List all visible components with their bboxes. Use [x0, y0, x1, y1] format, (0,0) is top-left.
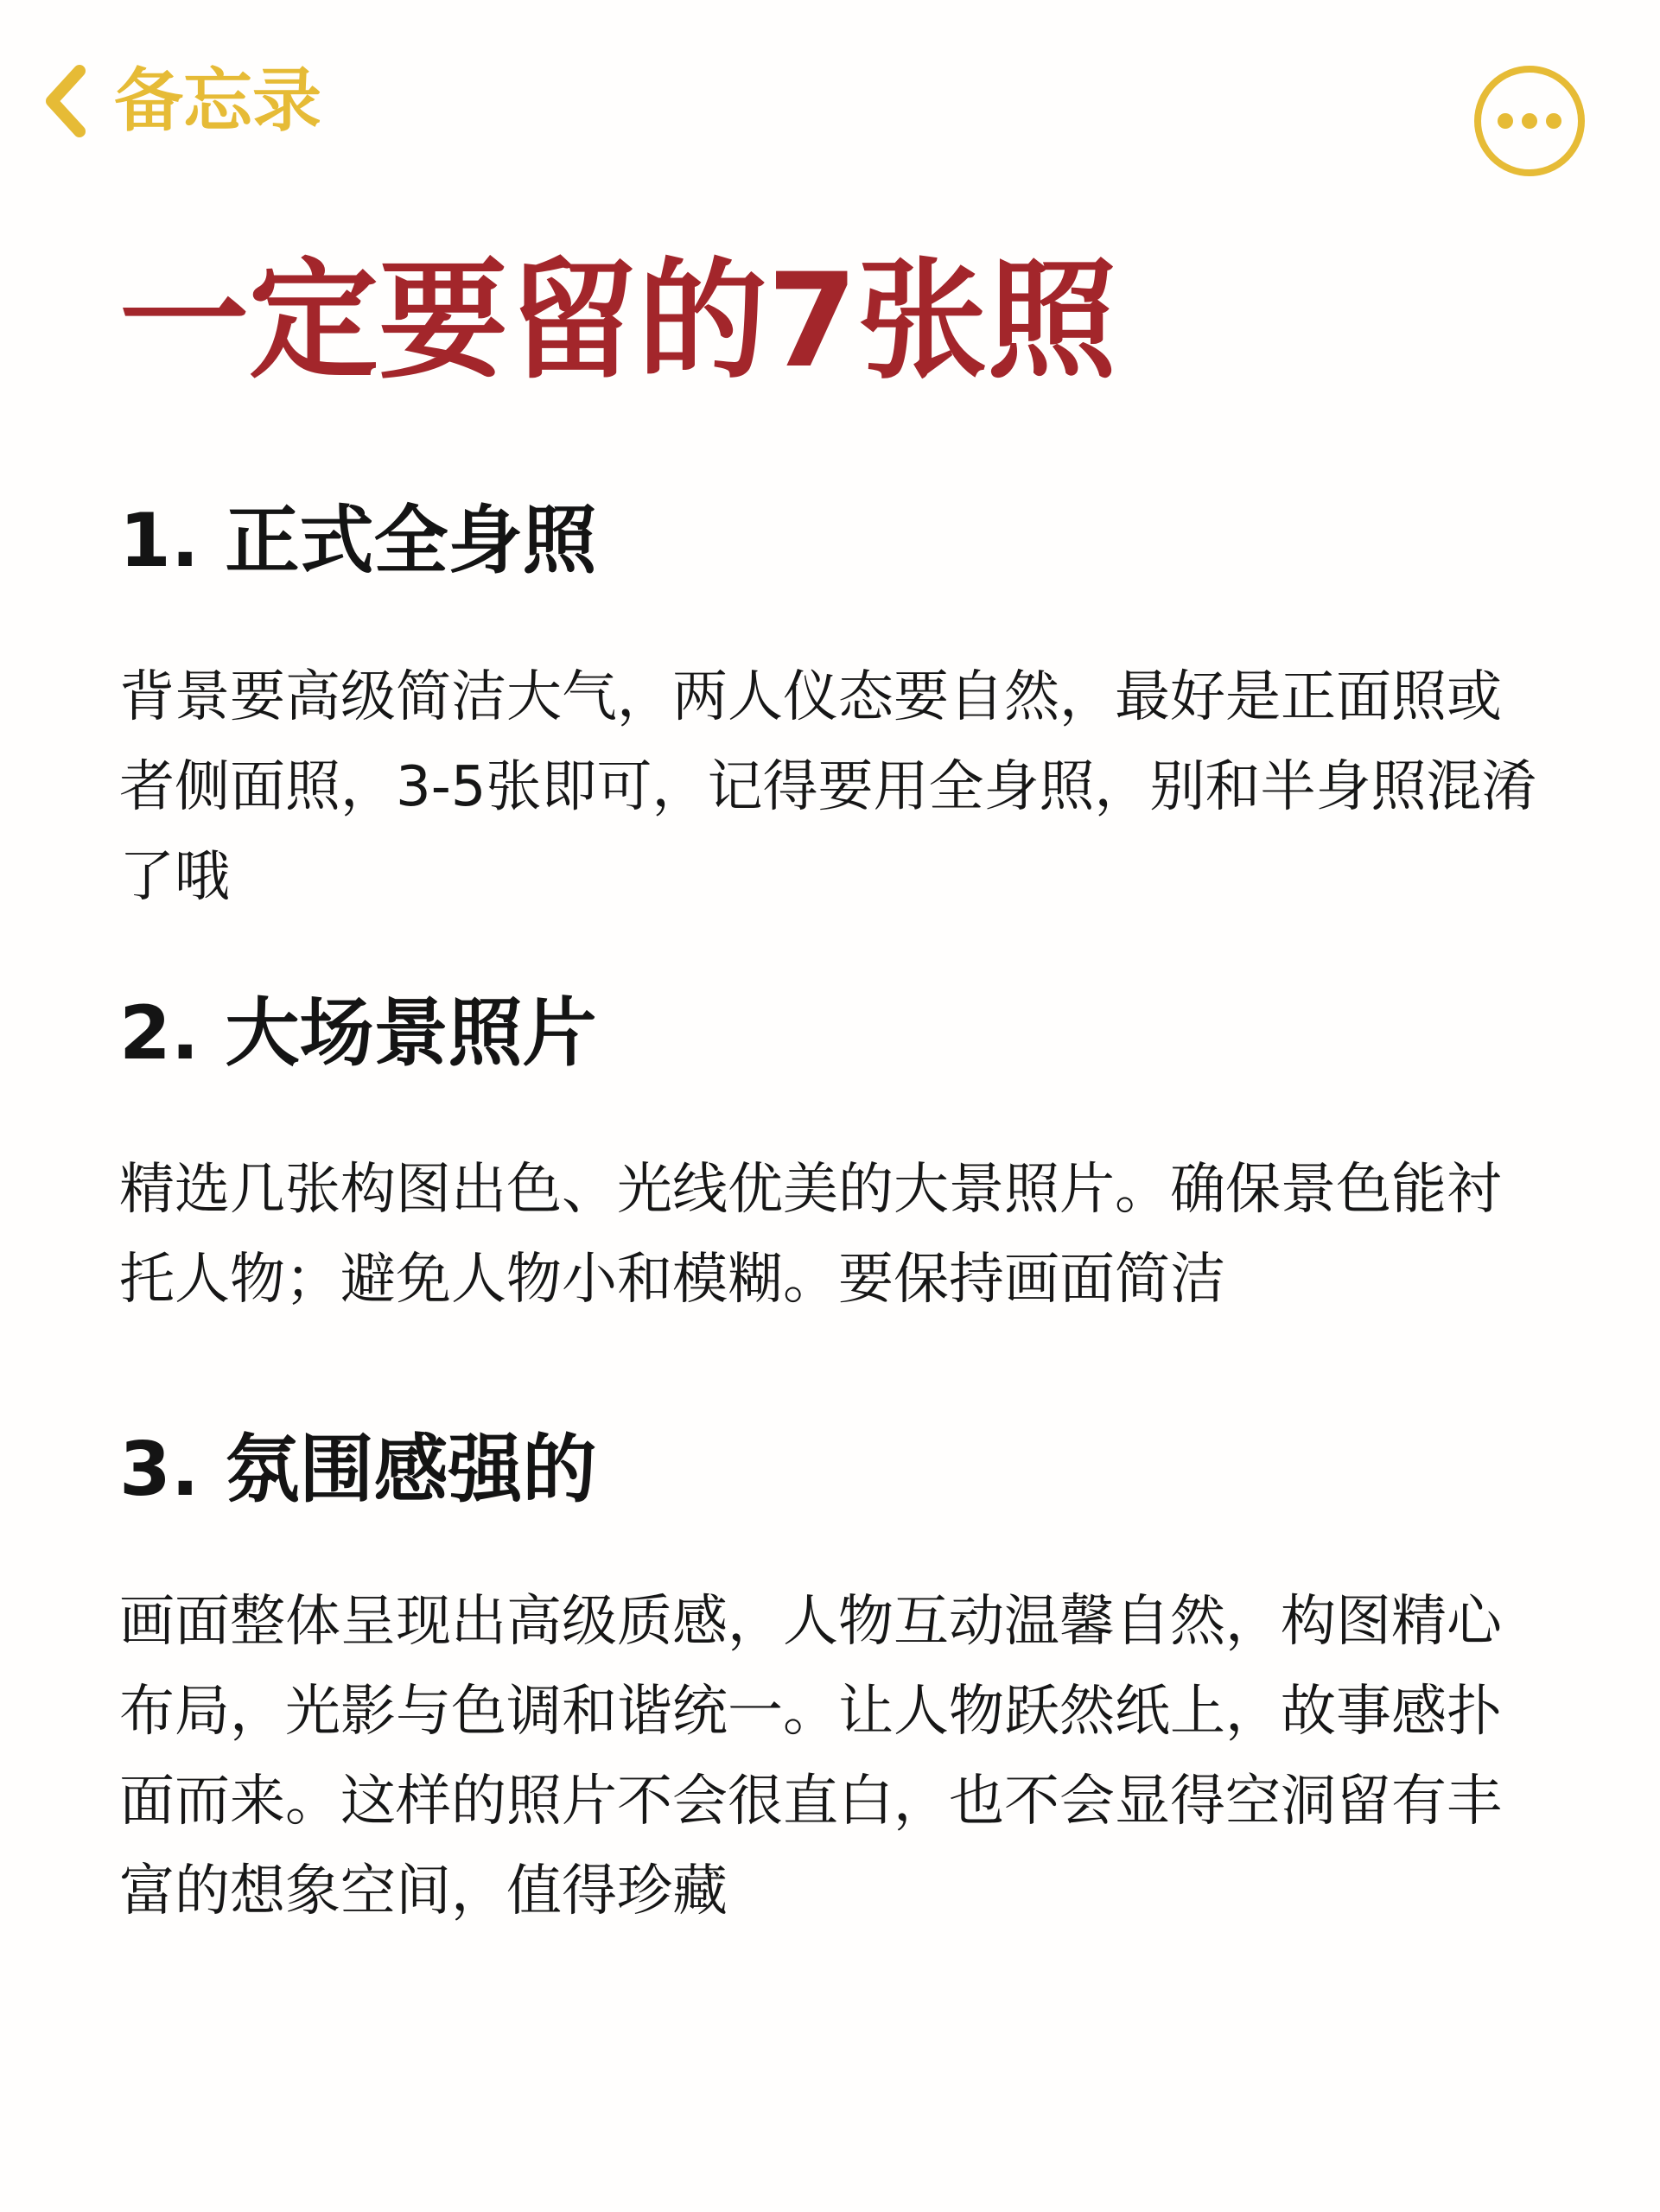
- section-heading-1: 1. 正式全身照: [119, 498, 597, 584]
- back-button[interactable]: [41, 54, 321, 149]
- note-title: 一定要留的7张照: [119, 246, 1117, 397]
- more-button[interactable]: [1469, 60, 1590, 181]
- chevron-left-icon: [41, 62, 90, 140]
- navigation-bar: [0, 0, 1660, 199]
- section-heading-2: 2. 大场景照片: [119, 990, 597, 1077]
- back-label: 备忘录: [114, 60, 321, 141]
- section-body-2: 精选几张构图出色、光线优美的大景照片。确保景色能衬托人物；避免人物小和模糊。要保持画面简洁: [119, 1158, 1502, 1312]
- section-body-1: 背景要高级简洁大气，两人仪态要自然，最好是正面照或者侧面照，3-5张即可，记得要用全身照，别和半身照混淆了哦: [119, 665, 1537, 909]
- more-icon: [1469, 60, 1590, 181]
- section-heading-3: 3. 氛围感强的: [119, 1427, 597, 1513]
- section-body-3: 画面整体呈现出高级质感，人物互动温馨自然，构图精心布局，光影与色调和谐统一。让人物跃然纸上，故事感扑面而来。这样的照片不会很直白，也不会显得空洞留有丰富的想象空间，值得珍藏: [119, 1590, 1502, 1923]
